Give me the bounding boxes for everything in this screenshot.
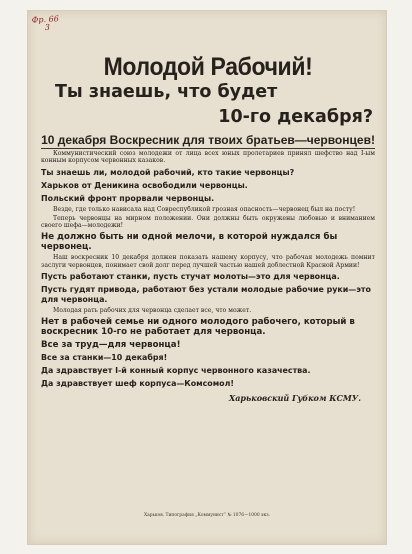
bold-line-7: Нет в рабочей семье ни одного молодого рабочего, который в воскресник 10-го не работает для червонца. xyxy=(41,317,355,338)
section-heading: 10 декабря Воскресник для твоих братьев—червонцев! xyxy=(41,133,375,147)
bold-line-11: Да здравствует шеф корпуса—Комсомол! xyxy=(41,379,234,389)
bold-line-9: Все за станки—10 декабря! xyxy=(41,353,168,363)
archive-stamp: Фр. 66 3 xyxy=(31,14,60,33)
question-line-1: Ты знаешь, что будет xyxy=(55,82,278,102)
paragraph-1: Коммунистический союз молодежи от лица всех юных пролетариев принял шефство над I-ым конным корпусом червонных казаков. xyxy=(41,150,375,165)
paragraph-2: Везде, где только нависала над Совреспубликой грозная опасность—червонец был на посту! xyxy=(53,205,356,213)
bold-line-2: Харьков от Деникина освободили червонцы. xyxy=(41,180,248,190)
bold-line-10: Да здравствует I-й конный корпус червонного казачества. xyxy=(41,366,311,376)
poster-content xyxy=(41,53,375,403)
question-line-2: 10-го декабря? xyxy=(218,107,373,127)
bold-line-3: Польский фронт прорвали червонцы. xyxy=(41,193,215,203)
poster-sheet xyxy=(27,10,387,545)
paragraph-5: Молодая рать рабочих для червонца сделает все, что может. xyxy=(53,307,252,315)
bold-line-4: Не должно быть ни одной мелочи, в которой нуждался бы червонец. xyxy=(41,232,338,253)
bold-line-6: Пусть гудят привода, работают без устали молодые рабочие руки—это для червонца. xyxy=(41,285,371,305)
bold-line-5: Пусть работают станки, пусть стучат молоты—это для червонца. xyxy=(41,272,340,282)
paragraph-4: Наш воскресник 10 декабря должен показать нашему корпусу, что рабочая молодежь помнит заслуги червонцев, понимает свой долг перед лучшей частью нашей доблестной Красной Армии! xyxy=(41,254,375,269)
bold-line-8: Все за труд—для червонца! xyxy=(41,340,181,351)
signature: Харьковский Губком КСМУ. xyxy=(229,393,361,404)
printer-footer: Харьков. Типография „Коммунист“ № 1076—1000 экз. xyxy=(143,513,271,518)
paragraph-3: Теперь червонцы на мирном положении. Они должны быть окружены любовью и вниманием своего шефа—молодежи! xyxy=(41,214,375,230)
poster-title: Молодой Рабочий! xyxy=(103,53,313,81)
bold-line-1: Ты знаешь ли, молодой рабочий, кто такие червонцы? xyxy=(41,167,295,177)
